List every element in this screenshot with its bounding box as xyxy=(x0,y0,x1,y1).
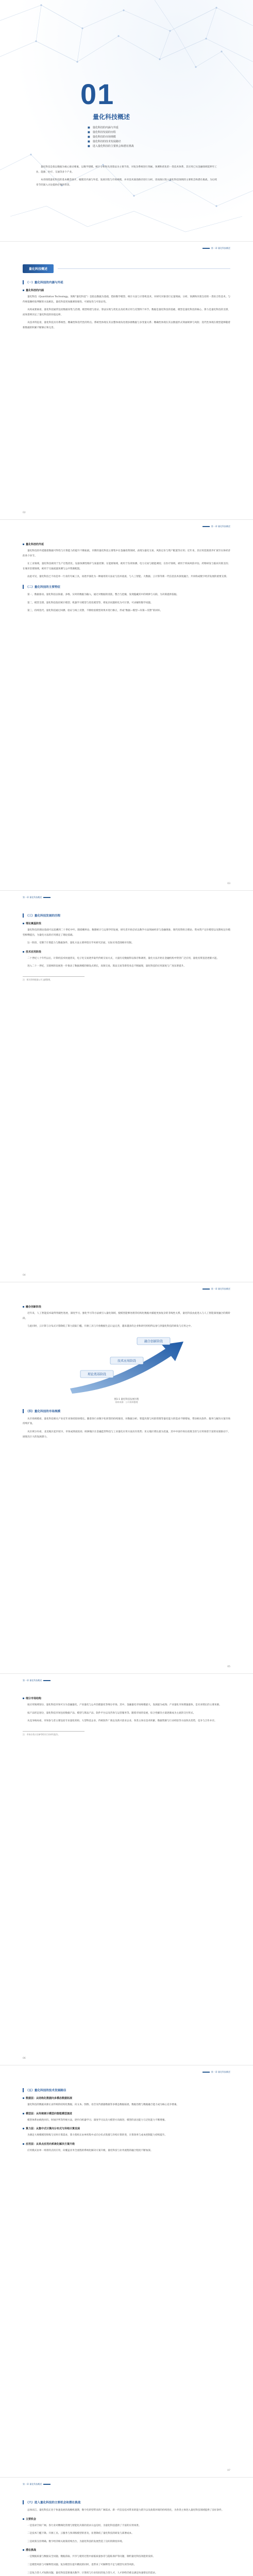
paragraph: 第二，模型支撑。量化科技依托统计模型、机器学习模型与优化模型等，将复杂问题转化为可计算、可求解的数学问题。 xyxy=(27,601,153,604)
subsection-heading: 融合创新阶段 xyxy=(23,1305,230,1309)
page-number: 07 xyxy=(227,2469,230,2472)
section-heading: （五）量化科技的技术发展路径 xyxy=(23,2088,230,2092)
square-bullet-icon xyxy=(23,2128,24,2129)
toc-item: ■ 量化科技的技术发展路径 xyxy=(88,140,121,143)
chapter-toc xyxy=(88,126,134,149)
paragraph: 在工业领域，量化科技被用于生产过程优化、设备预测性维护与质量控制；在能源领域，被用于负荷预测、电力交易与储能调度；在医疗领域，被用于疾病风险评估、药物研发与临床决策支持；在城市治理领域，被用于交通流量预测与公共资源配置。 xyxy=(23,563,230,570)
toc-item: ■ 进入量化科技的主要机会和潜在挑战 xyxy=(88,145,134,148)
paragraph: 为满足大规模模型训练与实时计算需求，算力架构正由单机集中式向分布式集群与异构计算转变，计算效率与成本控制能力持续提升。 xyxy=(27,2134,167,2137)
paragraph: 从技术特征看，量化科技具有系统性、精确性和迭代性的特点。系统性体现在其以整体视角处理多源数据与多变量关系；精确性体现在其以数值形式刻画规律与风险；迭代性体现在模型能够随着新数据的积累不断修正和完善。 xyxy=(23,321,230,329)
figure xyxy=(23,1334,230,1404)
subsection-heading: 算力层：从集中式计算向分布式与异构计算发展 xyxy=(23,2127,230,2130)
paragraph: 三是复合型人才短缺问题。量化科技需要兼具数学、计算机与行业知识的复合型人才，人才供给仍难以满足快速增长的需求。 xyxy=(27,2571,158,2574)
paragraph: 由此可见，量化科技已不再是单一行业的专属工具，而逐步演化为一种通用的方法论与技术底座，与人工智能、大数据、云计算等新一代信息技术深度融合，共同构成数字经济发展的重要支撑。 xyxy=(27,575,229,579)
subsection-heading: 量化科技的内涵 xyxy=(23,289,230,292)
paragraph: 总体而言，量化科技正处于快速发展的战略机遇期，数字化转型带来的广阔需求、新一代信息技术带来的能力跃升以及政策环境的持续优化，为各类主体进入量化科技领域提供了良好条件。 xyxy=(27,2509,224,2512)
paragraph: 量化科技的外延随着数据可得性与计算能力的提升不断拓展。早期的量化科技主要集中在金融投资领域，表现为量化交易、风险定价与资产配置等应用；近年来，其应用范围逐步扩展至实体经济的各个环节。 xyxy=(23,550,230,557)
paragraph: 从构成要素看，量化科技通常包括数据采集与治理、模型构建与验证、算法实现与优化以及结果应用与反馈四个环节。数据是量化科技的基础，模型是量化科技的核心，算力是量化科技的支撑，而场景则决定了量化科技的价值边界。 xyxy=(23,309,230,316)
paragraph: 量化科技是指以数据为核心驱动要素，以数学建模、统计分析和先进算法为主要手段，对复杂系统进行刻画、预测和优化的一类技术体系，其应用已从金融领域延伸至工业、能源、医疗、交通等多个产业。 xyxy=(36,166,217,174)
paragraph: 从竞争格局看，市场参与者主要包括专业量化机构、大型科技企业、传统软件厂商以及新兴创业企业，各类主体在技术积累、数据资源与行业经验等方面各具优势，竞争与合作并存。 xyxy=(27,1720,217,1723)
page xyxy=(0,890,253,1282)
section-heading: （四）量化科技的市场规模 xyxy=(23,1409,230,1413)
running-head: 第一章 量化科技概述 xyxy=(203,1287,230,1291)
growth-arrow-diagram xyxy=(60,1334,194,1396)
square-bullet-icon xyxy=(23,2097,24,2099)
page xyxy=(0,519,253,890)
paragraph: 量化科技的数据来源正由传统的结构化数据，向文本、图像、语音及传感器数据等多模态数据拓展，数据治理与数据融合能力成为核心竞争要素。 xyxy=(27,2104,179,2106)
square-bullet-icon xyxy=(23,1306,24,1308)
paragraph: 第一，数据驱动。量化科技以海量、多维、实时的数据为输入，通过对数据的清洗、整合与挖掘，发现隐藏其中的规律与关联，为决策提供依据。 xyxy=(27,593,179,596)
square-bullet-icon xyxy=(23,1698,24,1699)
page xyxy=(0,1282,253,1673)
paragraph: 三是政策支持明确。数字经济相关政策持续出台，为量化科技的发展营造了良好的制度环境。 xyxy=(27,2540,125,2543)
paragraph: 与此同时，云计算与分布式计算降低了算力获取门槛，开源工具与开放数据生态日益完善，越来越多的企业和研究机构得以参与到量化科技的研发与应用之中。 xyxy=(27,1325,193,1328)
paragraph: 进入二十一世纪，互联网的发展进一步推动了数据规模的爆发式增长，高频交易、算法交易等新型业态不断涌现，量化科技的应用深度与广度显著提升。 xyxy=(27,965,186,968)
paragraph: 这一阶段，受制于计算能力与数据条件，量化方法主要停留在学术研究层面，实际应用范围相对有限。 xyxy=(27,942,134,945)
subsection-heading: 技术应用阶段 xyxy=(23,950,230,954)
chapter-cover xyxy=(0,0,253,241)
square-bullet-icon xyxy=(23,923,24,924)
section-heading: （一）量化科技的内涵与外延 xyxy=(23,280,230,284)
section-heading: （二）量化科技的主要特征 xyxy=(23,585,230,589)
paragraph: 按产品形态划分，量化科技市场包括数据产品、模型与算法产品、软件平台以及咨询与运营服务等。随着市场的发展，综合性解决方案逐渐成为主流的交付形式。 xyxy=(27,1711,196,1715)
subsection-heading: 潜在挑战 xyxy=(23,2548,230,2552)
bullet-icon: ■ xyxy=(88,140,90,143)
chapter-title: 量化科技概述 xyxy=(93,113,130,121)
running-head: 第一章 量化科技概述 xyxy=(203,247,230,250)
figure-caption: 图1-1 量化科技发展历程 xyxy=(114,1398,139,1401)
cover-intro xyxy=(36,165,217,191)
paragraph: 本章围绕量化科技的基本概念展开，梳理其内涵与外延、发展历程与市场规模，并对技术演进路径进行分析，进而探讨进入量化科技领域的主要机会和潜在挑战，为后续章节的深入讨论提供必要的背景。 xyxy=(36,179,217,187)
arrow-icon xyxy=(70,1342,183,1394)
square-bullet-icon xyxy=(23,2113,24,2114)
paragraph: 二是模型风险与可解释性问题。复杂模型在提升精度的同时，也带来了可解释性不足与模型失效等风险。 xyxy=(27,2563,137,2566)
toc-item: ■ 量化科技的市场规模 xyxy=(88,135,116,139)
paragraph: 从市场规模看，量化科技相关产业近年来保持较快增长。随着各行业数字化转型的持续推进，对数据分析、智能决策与风险管理等量化能力的需求不断增加，带动相关软件、服务与解决方案市场持续扩张。 xyxy=(23,1417,230,1426)
subsection-heading: 数据层：从结构化数据向多模态数据拓展 xyxy=(23,2096,230,2100)
paragraph: 第三，持续迭代。量化科技通过回测、验证与线上反馈，不断检验模型效果并进行修正，形成“数据—模型—决策—反馈”的闭环。 xyxy=(27,609,163,613)
page xyxy=(0,241,253,519)
toc-item: ■ 量化科技的内涵与外延 xyxy=(88,126,119,129)
running-head: 第一章 量化科技概述 xyxy=(203,525,230,528)
stage-label: 技术应用阶段 xyxy=(117,1359,136,1363)
paragraph: 模型体系由线性回归、时间序列等传统方法，逐步向机器学习、深度学习以及大模型方向演进，模型的表达能力与泛化能力不断增强。 xyxy=(27,2119,167,2122)
stage-label: 融合创新阶段 xyxy=(144,1340,163,1344)
paragraph: 一是需求空间广阔。各行业对精细化管理与智能化决策的需求日益迫切，为量化科技提供了丰富的应用场景。 xyxy=(27,2524,141,2527)
paragraph: 二十世纪八十年代以后，计算机技术快速普及，电子化交易逐步取代传统交易方式，大量历史数据得以保存和调用，量化方法开始在金融机构中得到广泛应用，量化投资基金逐渐兴起。 xyxy=(27,957,220,960)
paragraph: 按应用领域划分，量化科技市场可分为金融量化、产业量化与公共治理量化等细分市场。其中，金融量化市场规模最大，发展最为成熟；产业量化市场增速最快，是未来增长的主要来源。 xyxy=(27,1704,222,1706)
page xyxy=(0,2065,253,2477)
subsection-heading: 理论奠基阶段 xyxy=(23,922,230,925)
subsection-heading: 模型层：从传统统计模型向智能模型演进 xyxy=(23,2112,230,2115)
bullet-icon: ■ xyxy=(88,131,90,134)
page-number: 03 xyxy=(227,883,230,885)
subsection-heading: 量化科技的外延 xyxy=(23,543,230,546)
footnote: 注：市场分类口径参考相关行业研究报告。 xyxy=(23,1731,85,1736)
bullet-icon: ■ xyxy=(88,135,90,139)
paragraph: 量化科技的理论基础可以追溯到二十世纪中叶。随着概率论、数理统计与运筹学的发展，研究者开始尝试以数学方法刻画经济与金融现象，现代投资组合理论、资本资产定价模型以及期权定价模型相继提出，为量化方法的应用奠定了理论基础。 xyxy=(23,929,230,937)
subsection-heading: 应用层：从单点应用向系统化解决方案升级 xyxy=(23,2142,230,2146)
toc-item: ■ 量化科技发展的历程 xyxy=(88,131,116,134)
chapter-banner xyxy=(23,264,230,273)
subsection-heading: 主要机会 xyxy=(23,2517,230,2521)
running-head: 第一章 量化科技概述 xyxy=(203,2071,230,2074)
footnote: 注：相关资料根据公开文献整理。 xyxy=(23,976,85,981)
paragraph: 量化科技（Quantitative Technology，简称“量化科技”）是指以数据为基础，借助数学模型、统计方法与计算机技术，对研究对象进行定量刻画、分析、预测和决策支持的一类综合性技术。与传统依赖经验判断的方法相比，量化科技更加强调客观性、可重复性与可验证性。 xyxy=(23,296,230,303)
square-bullet-icon xyxy=(23,2143,24,2145)
subsection-heading: 细分市场结构 xyxy=(23,1697,230,1700)
bullet-icon: ■ xyxy=(88,145,90,148)
bullet-icon: ■ xyxy=(88,126,90,129)
running-head: 第一章 量化科技概述 xyxy=(23,1679,50,1682)
running-head: 第一章 量化科技概述 xyxy=(23,896,50,899)
square-bullet-icon xyxy=(23,544,24,545)
page-number: 06 xyxy=(23,2057,26,2060)
section-heading: （六）进入量化科技的主要机会和潜在挑战 xyxy=(23,2500,230,2504)
square-bullet-icon xyxy=(23,951,24,953)
figure-source: 资料来源：公开资料整理 xyxy=(115,1400,138,1403)
square-bullet-icon xyxy=(23,2518,24,2520)
section-heading: （三）量化科技发展的历程 xyxy=(23,913,230,918)
paragraph: 应用模式由单一场景的点状应用，向覆盖业务全流程的系统化解决方案升级，量化科技与业务流程的融合程度不断加深。 xyxy=(27,2149,153,2152)
page xyxy=(0,2477,253,2576)
page-number: 02 xyxy=(23,512,26,514)
paragraph: 二是技术门槛下降。开源工具、云服务与预训练模型的普及，显著降低了量化科技的研发与部署成本。 xyxy=(27,2532,134,2535)
page xyxy=(0,1673,253,2065)
paragraph: 从区域分布看，北美地区起步较早，市场成熟度较高；欧洲地区在金融监管科技与工业量化应用方面具有优势；亚太地区增长最为迅速，其中中国市场在政策支持与应用场景丰富的双重驱动下，展现出巨大的发展潜力。 xyxy=(23,1430,230,1438)
chapter-banner-tag: 量化科技概述 xyxy=(23,264,54,273)
square-bullet-icon xyxy=(23,290,24,291)
stage-label: 理论奠基阶段 xyxy=(87,1372,106,1377)
paragraph: 近年来，人工智能技术取得突破性进展，深度学习、强化学习等方法被引入量化领域，使模型能够处理非结构化数据并捕捉更加复杂的非线性关系，量化科技由此进入与人工智能深度融合的新阶段。 xyxy=(23,1312,230,1320)
square-bullet-icon xyxy=(23,2549,24,2551)
paragraph: 一是数据质量与数据安全问题。数据获取、共享与使用过程中面临质量参差与隐私保护等问题，制约量化科技效能的发挥。 xyxy=(27,2555,156,2558)
chapter-number: 01 xyxy=(80,78,115,110)
page-number: 05 xyxy=(227,1666,230,1668)
running-head: 第一章 量化科技概述 xyxy=(23,2483,50,2486)
page-number: 04 xyxy=(23,1274,26,1277)
